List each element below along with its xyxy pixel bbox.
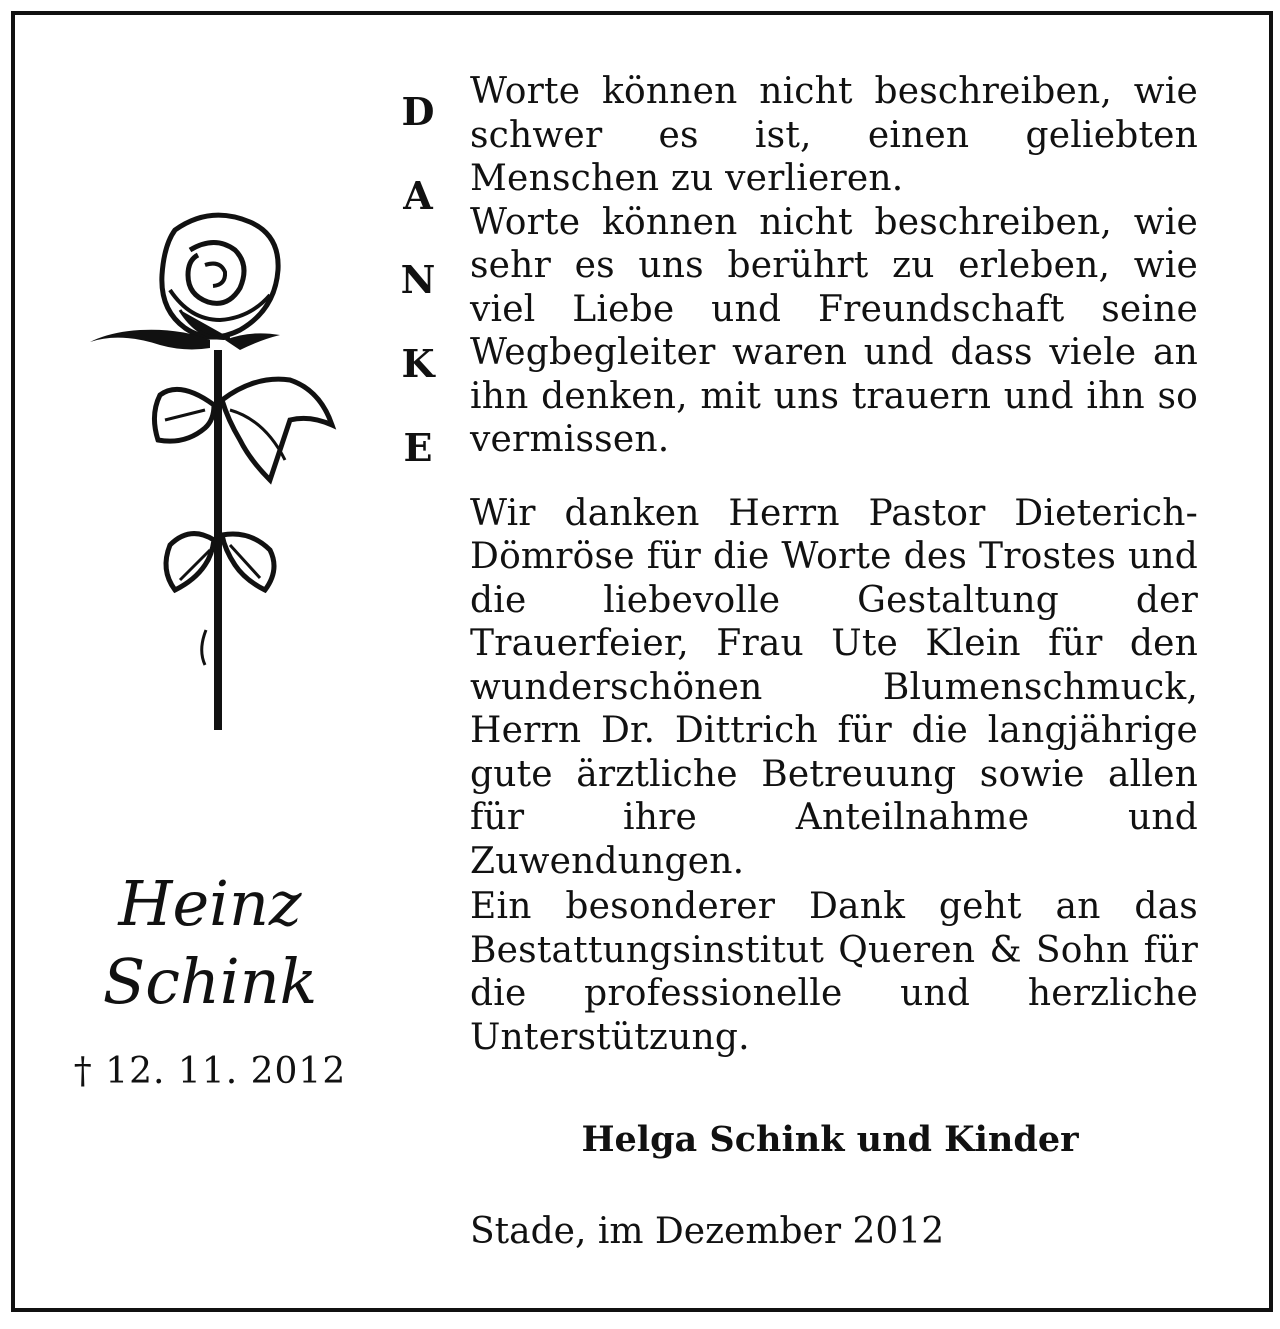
deceased-name [50, 865, 370, 1021]
danke-letter: K [401, 341, 435, 386]
danke-acrostic [393, 70, 443, 490]
paragraph-funeral-home: Ein besonderer Dank geht an das Bestattungsinstitut Queren & Sohn für die professionelle und herzliche Unterstützung. [470, 886, 1198, 1058]
signature: Helga Schink und Kinder [581, 1119, 1079, 1160]
last-name: Schink [102, 945, 318, 1018]
thank-you-text [470, 70, 1198, 1059]
paragraph-friendship: Worte können nicht beschreiben, wie sehr es uns berührt zu erleben, wie viel Liebe und Freundschaft seine Wegbegleiter waren und dass viele an ihn denken, mit uns trauern und ihn so vermissen. [470, 201, 1198, 460]
paragraph-thanks: Wir danken Herrn Pastor Dieterich-Dömröse für die Worte des Trostes und die liebevolle Gestaltung der Trauerfeier, Frau Ute Klein für den wunderschönen Blumenschmuck, Herrn Dr. Dittrich für die langjährige gute ärztliche Betreuung sowie allen für ihre Anteilnahme und Zuwendungen. [470, 492, 1198, 882]
place-date: Stade, im Dezember 2012 [470, 1211, 945, 1252]
danke-letter: N [400, 257, 436, 302]
paragraph-loss: Worte können nicht beschreiben, wie schwer es ist, einen geliebten Menschen zu verlieren. [470, 71, 1198, 199]
danke-letter: D [401, 89, 435, 134]
first-name: Heinz [118, 867, 302, 940]
danke-letter: A [403, 173, 433, 218]
death-date: † 12. 11. 2012 [73, 1051, 347, 1092]
rose-icon [80, 210, 350, 740]
danke-letter: E [403, 425, 433, 470]
